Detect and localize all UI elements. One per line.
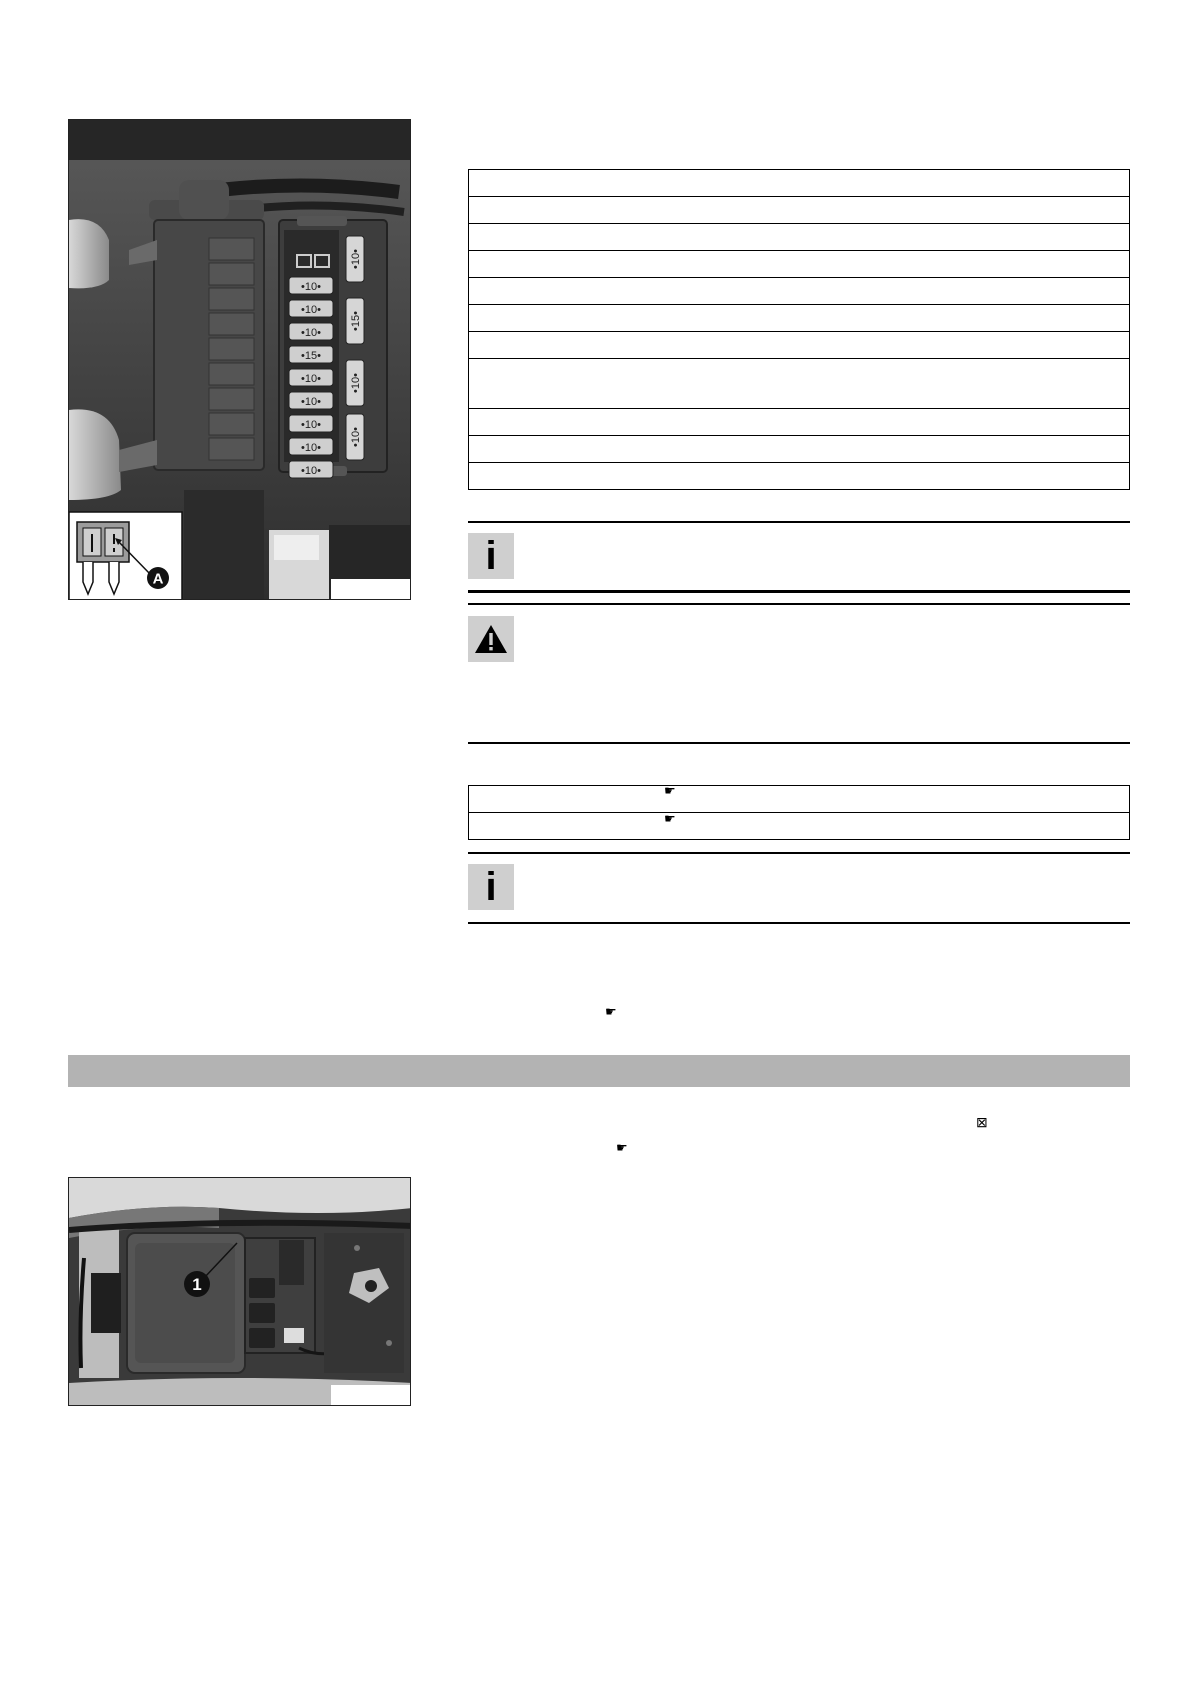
fuse bbox=[289, 461, 333, 478]
info-icon: i bbox=[468, 533, 514, 579]
spare-fuse bbox=[346, 414, 364, 460]
fuse bbox=[289, 415, 333, 432]
fuse bbox=[289, 323, 333, 340]
table-row bbox=[469, 409, 1130, 436]
spare-fuse-rating: •15• bbox=[350, 311, 362, 331]
pointer-hand-icon: ☛ bbox=[605, 1004, 617, 1019]
warning-top-rule bbox=[468, 603, 1130, 605]
info-icon: i bbox=[468, 864, 514, 910]
table-row bbox=[469, 332, 1130, 359]
spare-fuse-rating: •10• bbox=[350, 373, 362, 393]
fuse-column bbox=[289, 277, 333, 478]
fuse bbox=[289, 300, 333, 317]
fuse-rating: •10• bbox=[301, 304, 321, 316]
fuse-rating: •10• bbox=[301, 373, 321, 385]
pointer-hand-icon: ☛ bbox=[616, 1140, 628, 1155]
spare-fuse bbox=[346, 298, 364, 344]
section-heading-bar bbox=[68, 1055, 1130, 1087]
table-row bbox=[469, 224, 1130, 251]
table-row bbox=[469, 278, 1130, 305]
spare-fuse bbox=[346, 360, 364, 406]
fuse-box-illustration bbox=[69, 120, 411, 600]
table-row bbox=[469, 197, 1130, 224]
fuse bbox=[289, 277, 333, 294]
pointer-hand-icon: ☛ bbox=[664, 783, 676, 798]
spec-table bbox=[468, 785, 1130, 840]
table-row bbox=[469, 436, 1130, 463]
fuse bbox=[289, 438, 333, 455]
callout-1-label: 1 bbox=[192, 1275, 202, 1294]
table-row bbox=[469, 463, 1130, 490]
spare-fuse bbox=[346, 236, 364, 282]
spare-fuse-rating: •10• bbox=[350, 249, 362, 269]
main-fuse-illustration bbox=[69, 1178, 411, 1406]
fuse-rating: •10• bbox=[301, 465, 321, 477]
fuse-table bbox=[468, 169, 1130, 490]
fuse-rating: •10• bbox=[301, 396, 321, 408]
note-bottom-rule bbox=[468, 922, 1130, 924]
fuse-rating: •10• bbox=[301, 327, 321, 339]
fuse-rating: •10• bbox=[301, 442, 321, 454]
table-row bbox=[469, 813, 1130, 840]
warning-icon bbox=[468, 616, 514, 662]
fuse-rating: •15• bbox=[301, 350, 321, 362]
warning-bottom-rule bbox=[468, 742, 1130, 744]
table-row bbox=[469, 305, 1130, 332]
spare-fuse-rating: •10• bbox=[350, 427, 362, 447]
callout-a-label: A bbox=[152, 570, 164, 588]
fuse-rating: •10• bbox=[301, 281, 321, 293]
pointer-hand-icon: ☛ bbox=[664, 811, 676, 826]
table-row bbox=[469, 786, 1130, 813]
main-fuse-photo bbox=[68, 1177, 411, 1406]
note-top-rule bbox=[468, 852, 1130, 854]
table-row bbox=[469, 251, 1130, 278]
note-bottom-rule bbox=[468, 590, 1130, 593]
dont-dispose-icon: ⊠ bbox=[976, 1114, 988, 1130]
fuse bbox=[289, 346, 333, 363]
table-row bbox=[469, 359, 1130, 409]
fuse-rating: •10• bbox=[301, 419, 321, 431]
fuse-box-photo bbox=[68, 119, 411, 600]
note-top-rule bbox=[468, 521, 1130, 523]
table-row bbox=[469, 170, 1130, 197]
fuse bbox=[289, 369, 333, 386]
fuse bbox=[289, 392, 333, 409]
